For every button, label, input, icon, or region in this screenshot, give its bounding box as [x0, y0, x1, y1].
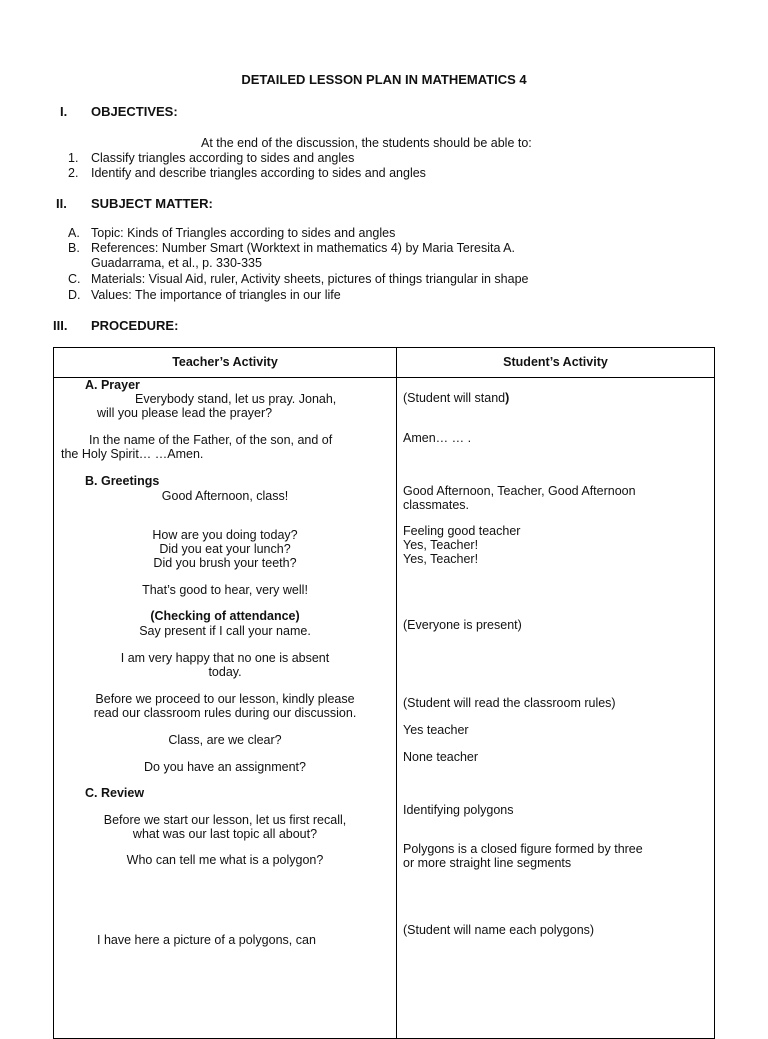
greetings-heading: B. Greetings: [85, 474, 160, 488]
subject-item-materials: Materials: Visual Aid, ruler, Activity sheets, pictures of things triangular in shape: [91, 272, 529, 286]
teacher-prayer-line-2: will you please lead the prayer?: [97, 406, 273, 420]
teacher-rules-line-1: Before we proceed to our lesson, kindly please: [95, 692, 355, 706]
teacher-prayer-line-1: Everybody stand, let us pray. Jonah,: [135, 392, 337, 406]
teacher-polygon-question: Who can tell me what is a polygon?: [126, 853, 324, 867]
teacher-greeting: Good Afternoon, class!: [161, 489, 289, 503]
column-divider: [396, 348, 397, 1038]
student-stand-text: (Student will stand: [403, 391, 506, 405]
subject-marker-b: B.: [68, 241, 80, 255]
objectives-numeral: I.: [60, 104, 68, 119]
objectives-intro: At the end of the discussion, the students should be able to:: [201, 136, 532, 150]
student-read-rules: (Student will read the classroom rules): [403, 696, 616, 710]
subject-item-topic: Topic: Kinds of Triangles according to sides and angles: [91, 226, 396, 240]
teacher-question-3: Did you brush your teeth?: [153, 556, 297, 570]
subject-marker-c: C.: [68, 272, 81, 286]
student-yes-teacher: Yes teacher: [403, 723, 469, 737]
objective-item-2: Identify and describe triangles according to sides and angles: [91, 166, 426, 180]
student-identifying-polygons: Identifying polygons: [403, 803, 514, 817]
teacher-prayer-line-4: the Holy Spirit… …Amen.: [61, 447, 204, 461]
teacher-happy-line-2: today.: [208, 665, 242, 679]
student-amen: Amen… … .: [403, 431, 472, 445]
prayer-heading: A. Prayer: [85, 378, 140, 392]
subject-matter-numeral: II.: [56, 196, 67, 211]
student-greeting-line-1: Good Afternoon, Teacher, Good Afternoon: [403, 484, 636, 498]
attendance-heading: (Checking of attendance): [150, 609, 300, 623]
teacher-rules-line-2: read our classroom rules during our discussion.: [93, 706, 357, 720]
student-polygon-definition-1: Polygons is a closed figure formed by three: [403, 842, 643, 856]
subject-marker-a: A.: [68, 226, 80, 240]
subject-item-references: References: Number Smart (Worktext in mathematics 4) by Maria Teresita A.: [91, 241, 515, 255]
student-polygon-definition-2: or more straight line segments: [403, 856, 572, 870]
objectives-heading: OBJECTIVES:: [91, 104, 178, 119]
objective-marker-2: 2.: [68, 166, 79, 180]
teacher-question-1: How are you doing today?: [152, 528, 298, 542]
teacher-review-line-2: what was our last topic all about?: [132, 827, 318, 841]
teacher-happy-line-1: I am very happy that no one is absent: [120, 651, 330, 665]
procedure-table: [53, 347, 715, 1039]
teacher-question-2: Did you eat your lunch?: [159, 542, 291, 556]
teacher-activity-header: Teacher’s Activity: [172, 355, 278, 369]
subject-marker-d: D.: [68, 288, 81, 302]
student-everyone-present: (Everyone is present): [403, 618, 522, 632]
student-none-teacher: None teacher: [403, 750, 479, 764]
objective-item-1: Classify triangles according to sides and angles: [91, 151, 355, 165]
student-greeting-line-2: classmates.: [403, 498, 469, 512]
student-yes-1: Yes, Teacher!: [403, 538, 479, 552]
subject-item-values: Values: The importance of triangles in our life: [91, 288, 341, 302]
procedure-numeral: III.: [53, 318, 68, 333]
student-stand-response: [403, 391, 509, 405]
teacher-clear-question: Class, are we clear?: [168, 733, 282, 747]
teacher-good-to-hear: That’s good to hear, very well!: [142, 583, 308, 597]
subject-matter-heading: SUBJECT MATTER:: [91, 196, 213, 211]
teacher-review-line-1: Before we start our lesson, let us first recall,: [103, 813, 347, 827]
teacher-assignment-question: Do you have an assignment?: [144, 760, 306, 774]
document-title: DETAILED LESSON PLAN IN MATHEMATICS 4: [241, 72, 527, 87]
subject-item-references-cont: Guadarrama, et al., p. 330-335: [91, 256, 262, 270]
teacher-attendance-line: Say present if I call your name.: [139, 624, 311, 638]
student-stand-paren: ): [505, 391, 510, 405]
student-activity-header: Student’s Activity: [503, 355, 608, 369]
objective-marker-1: 1.: [68, 151, 79, 165]
student-feeling-good: Feeling good teacher: [403, 524, 521, 538]
teacher-prayer-line-3: In the name of the Father, of the son, and of: [89, 433, 333, 447]
procedure-heading: PROCEDURE:: [91, 318, 179, 333]
header-divider: [54, 377, 714, 378]
review-heading: C. Review: [85, 786, 145, 800]
teacher-picture-line: I have here a picture of a polygons, can: [97, 933, 316, 947]
student-yes-2: Yes, Teacher!: [403, 552, 479, 566]
student-name-polygons: (Student will name each polygons): [403, 923, 595, 937]
